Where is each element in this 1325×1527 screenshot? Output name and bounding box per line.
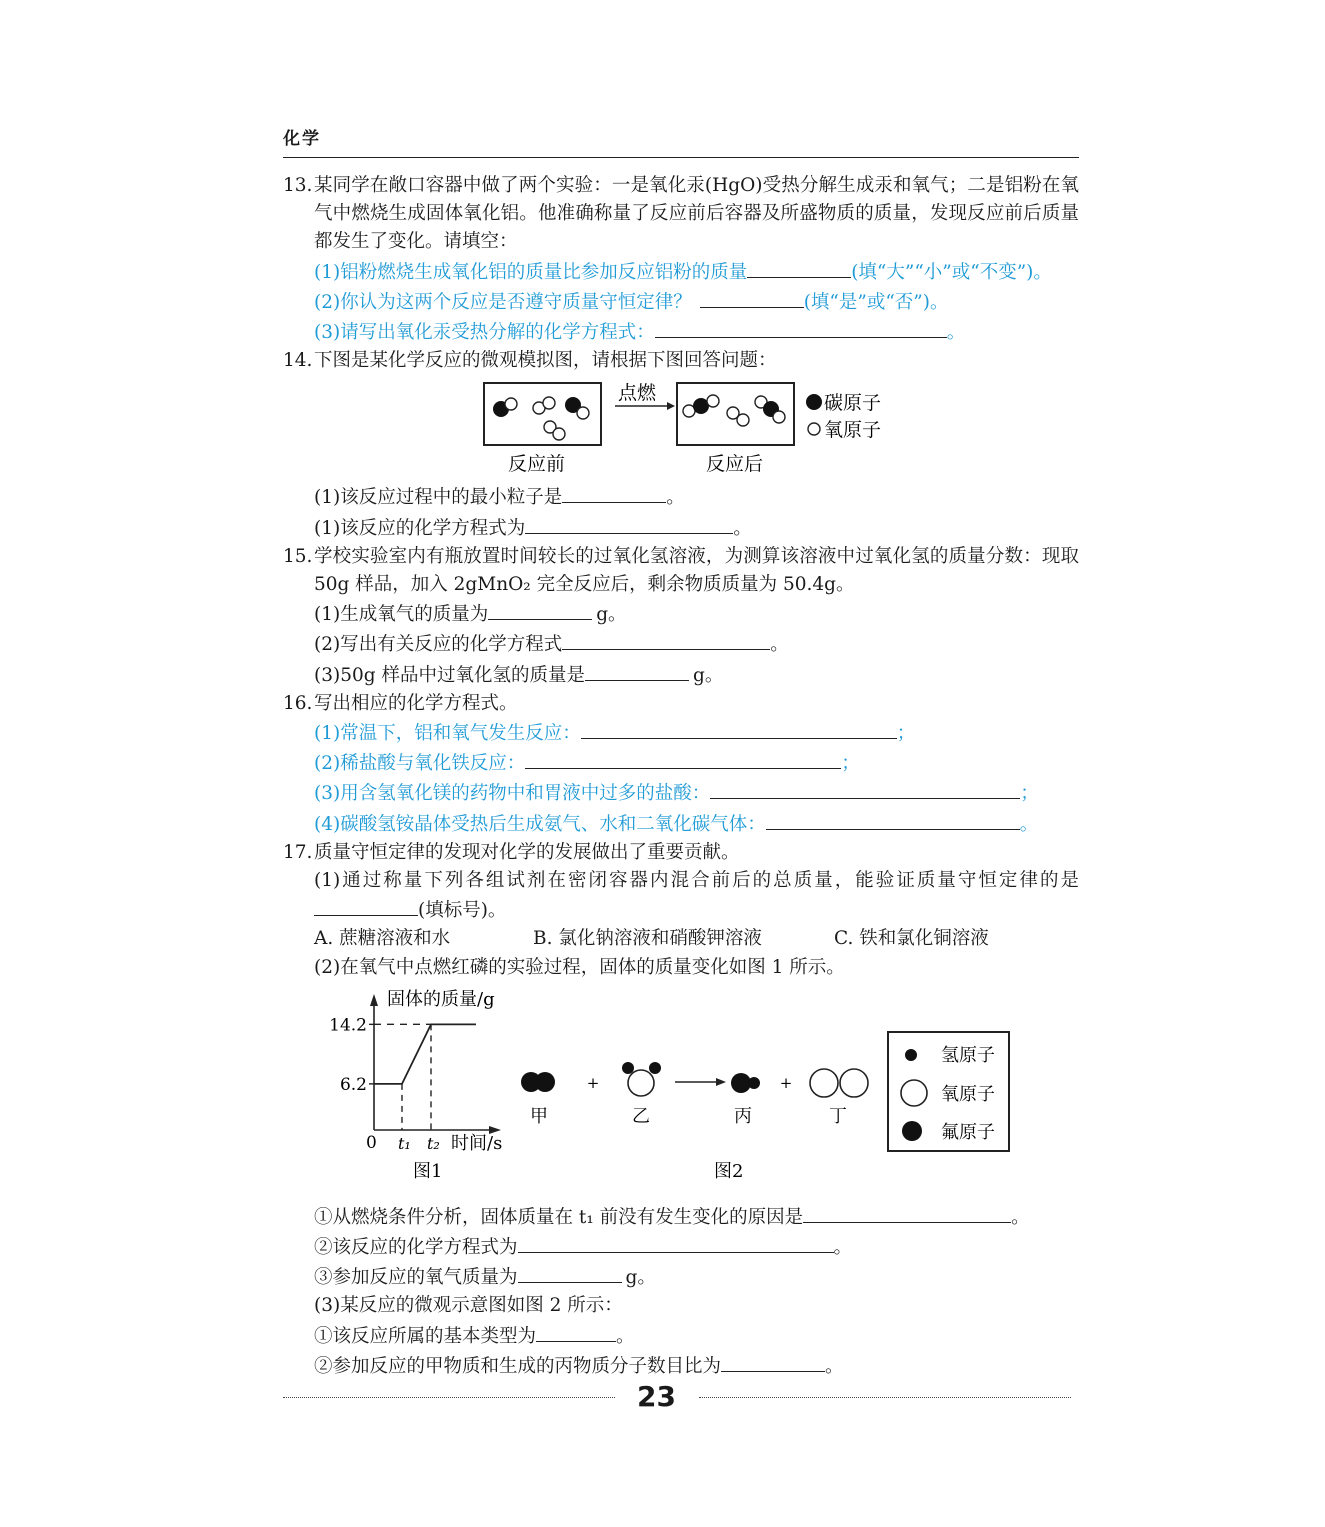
question-stem: 写出相应的化学方程式。 — [314, 692, 518, 714]
sub-question-4: (4)碳酸氢铵晶体受热后生成氨气、水和二氧化碳气体： 。 — [283, 809, 1079, 839]
sub-question-2: (1)该反应的化学方程式为 。 — [283, 513, 1079, 543]
sub-question-1: (1)铝粉燃烧生成氧化铝的质量比参加反应铝粉的质量 (填“大”“小”或“不变”)。 — [283, 257, 1079, 287]
figures-1-2 — [283, 982, 1079, 1202]
legend-carbon-label: 碳原子 — [824, 392, 882, 415]
sub-question-1: (1)该反应过程中的最小粒子是 。 — [283, 482, 1079, 512]
question-stem: 下图是某化学反应的微观模拟图，请根据下图回答问题： — [314, 350, 777, 372]
before-molecule-co-2 — [565, 397, 589, 419]
legend-oxygen-icon — [901, 1080, 927, 1106]
question-15 — [283, 543, 1079, 690]
y-tick-label: 6.2 — [339, 1074, 367, 1095]
figure-1-chart — [329, 982, 533, 1202]
sub-question-2: (2)写出有关反应的化学方程式 。 — [283, 629, 1079, 659]
page-footer — [283, 1380, 1079, 1416]
answer-blank[interactable] — [585, 660, 689, 681]
plus-sign: + — [586, 1073, 600, 1092]
question-number: 13. — [283, 175, 313, 196]
after-molecule-o2 — [727, 407, 749, 426]
option-c[interactable]: C. 铁和氯化铜溶液 — [834, 928, 989, 950]
y-axis-arrow — [370, 994, 378, 1006]
page-header — [283, 120, 1079, 158]
arrow-label: 点燃 — [618, 382, 657, 405]
answer-blank[interactable] — [562, 629, 770, 650]
molecule-yi — [622, 1062, 661, 1096]
origin-label: 0 — [366, 1132, 377, 1153]
answer-blank[interactable] — [488, 599, 592, 620]
sub-question-2: (2)在氧气中点燃红磷的实验过程，固体的质量变化如图 1 所示。 — [314, 956, 845, 978]
legend-fluorine-label: 氟原子 — [941, 1121, 995, 1143]
answer-blank[interactable] — [536, 1321, 616, 1342]
sub-question-1: (1)通过称量下列各组试剂在密闭容器内混合前后的总质量，能验证质量守恒定律的是(填标号)。 — [314, 870, 1079, 922]
legend-oxygen-label: 氧原子 — [941, 1083, 995, 1105]
sub-question-3: (3)50g 样品中过氧化氢的质量是 g。 — [283, 660, 1079, 690]
question-stem: 学校实验室内有瓶放置时间较长的过氧化氢溶液，为测算该溶液中过氧化氢的质量分数：现取 50g 样品，加入 2gMnO₂ 完全反应后，剩余物质质量为 50.4g。 — [314, 545, 1079, 596]
after-molecule-co2-2 — [755, 396, 785, 423]
x-axis-label: 时间/s — [451, 1132, 503, 1154]
question-number: 14. — [283, 350, 313, 372]
legend-hydrogen-label: 氢原子 — [941, 1044, 995, 1066]
after-molecule-co2-1 — [683, 395, 719, 417]
answer-blank[interactable] — [803, 1202, 1011, 1223]
label-yi: 乙 — [632, 1105, 650, 1127]
before-molecule-o2-2 — [544, 421, 565, 440]
question-number: 16. — [283, 692, 313, 714]
figure-1-caption: 图1 — [413, 1160, 443, 1182]
before-caption: 反应前 — [508, 453, 566, 476]
question-number: 15. — [283, 545, 313, 567]
x-tick-label: t₁ — [398, 1133, 411, 1153]
molecule-jia — [521, 1072, 555, 1092]
answer-blank[interactable] — [518, 1262, 622, 1283]
before-molecule-co — [493, 398, 517, 417]
arrow-head — [667, 402, 675, 410]
sub-question-3: (3)用含氢氧化镁的药物中和胃液中过多的盐酸： ； — [283, 778, 1079, 808]
legend-fluorine-icon — [902, 1121, 922, 1141]
legend-oxygen-icon — [808, 423, 820, 435]
page-number: 23 — [637, 1380, 676, 1413]
question-stem: 质量守恒定律的发现对化学的发展做出了重要贡献。 — [314, 841, 740, 863]
figure-2-diagram — [518, 982, 1078, 1202]
footer-divider-left — [283, 1397, 615, 1398]
answer-blank[interactable] — [747, 257, 851, 278]
answer-blank[interactable] — [562, 482, 666, 503]
subject-title: 化学 — [283, 129, 321, 149]
y-tick-label: 14.2 — [329, 1015, 367, 1036]
option-b[interactable]: B. 氯化钠溶液和硝酸钾溶液 — [533, 928, 762, 950]
page — [283, 120, 1079, 1381]
question-number: 17. — [283, 841, 313, 863]
answer-blank[interactable] — [518, 1232, 834, 1253]
answer-blank[interactable] — [581, 718, 897, 739]
answer-blank[interactable] — [721, 1351, 825, 1372]
option-a[interactable]: A. 蔗糖溶液和水 — [314, 928, 451, 950]
sub-question-2: (2)你认为这两个反应是否遵守质量守恒定律？ (填“是”或“否”)。 — [283, 287, 1079, 317]
question-16 — [283, 690, 1079, 839]
after-caption: 反应后 — [706, 453, 764, 476]
plus-sign: + — [779, 1073, 793, 1092]
y-axis-label: 固体的质量/g — [387, 988, 495, 1010]
label-ding: 丁 — [829, 1105, 847, 1127]
sub-question-2: (2)稀盐酸与氧化铁反应： ； — [283, 748, 1079, 778]
sub-question-3: (3)请写出氧化汞受热分解的化学方程式： 。 — [283, 317, 1079, 347]
options — [283, 925, 1079, 953]
legend-hydrogen-icon — [905, 1049, 917, 1061]
question-stem: 某同学在敞口容器中做了两个实验：一是氧化汞(HgO)受热分解生成汞和氧气；二是铝粉在氧气中燃烧生成固体氧化铝。他准确称量了反应前后容器及所盛物质的质量，发现反应前后质量都发生了变化。请填空： — [314, 175, 1079, 253]
question-14 — [283, 347, 1079, 543]
answer-blank[interactable] — [710, 778, 1020, 799]
molecule-ding — [810, 1069, 868, 1097]
label-bing: 丙 — [734, 1105, 752, 1127]
question-17 — [283, 839, 1079, 1381]
answer-blank[interactable] — [314, 895, 418, 916]
sub-question-1: (1)生成氧气的质量为 g。 — [283, 599, 1079, 629]
arrow-head — [716, 1078, 726, 1086]
micro-diagram — [481, 375, 901, 482]
sub-step-1: ①从燃烧条件分析，固体质量在 t₁ 前没有发生变化的原因是 。 — [283, 1202, 1079, 1232]
answer-blank[interactable] — [525, 748, 841, 769]
legend-oxygen-label: 氧原子 — [824, 419, 882, 442]
footer-divider-right — [699, 1397, 1071, 1398]
sub-step-3: ③参加反应的氧气质量为 g。 — [283, 1262, 1079, 1292]
sub-step-4: ①该反应所属的基本类型为 。 — [283, 1321, 1079, 1351]
reaction-micro-figure — [283, 375, 1079, 482]
sub-question-1: (1)常温下，铝和氧气发生反应： ； — [283, 718, 1079, 748]
label-jia: 甲 — [530, 1105, 548, 1127]
sub-step-2: ②该反应的化学方程式为 。 — [283, 1232, 1079, 1262]
molecule-bing — [731, 1073, 760, 1093]
sub-step-5: ②参加反应的甲物质和生成的丙物质分子数目比为 。 — [283, 1351, 1079, 1381]
x-tick-label: t₂ — [427, 1133, 440, 1153]
before-molecule-o2-1 — [533, 397, 555, 414]
answer-blank[interactable] — [655, 317, 947, 338]
legend-carbon-icon — [806, 394, 822, 410]
answer-blank[interactable] — [700, 287, 804, 308]
figure-2-caption: 图2 — [714, 1160, 744, 1182]
answer-blank[interactable] — [766, 809, 1020, 830]
sub-question-3: (3)某反应的微观示意图如图 2 所示： — [314, 1295, 623, 1317]
series-line — [374, 1024, 476, 1084]
answer-blank[interactable] — [525, 513, 733, 534]
question-13 — [283, 172, 1079, 347]
